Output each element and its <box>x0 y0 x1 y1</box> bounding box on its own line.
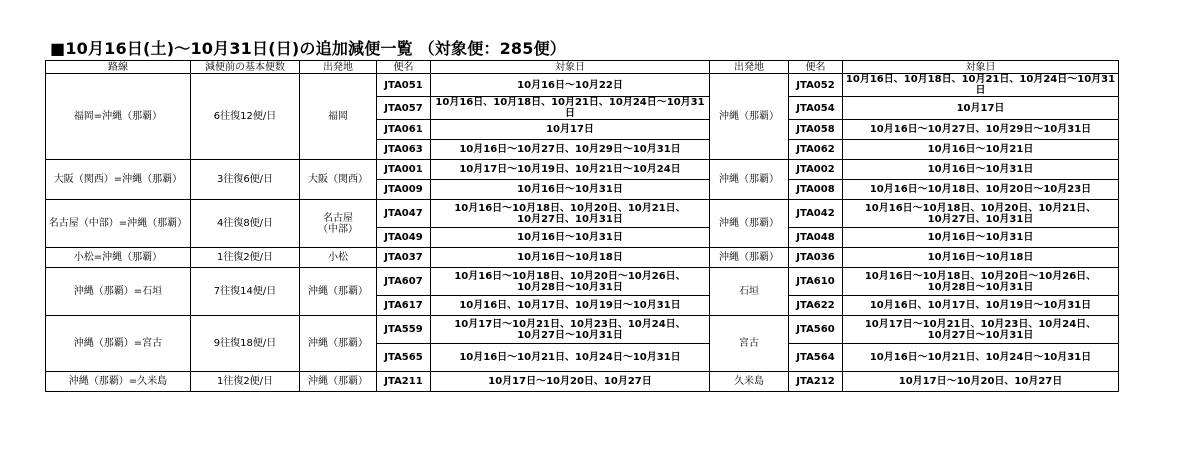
dates-outbound: 10月17日～10月21日、10月23日、10月24日、 10月27日～10月31日 <box>431 316 710 344</box>
flight-number-return: JTA062 <box>789 140 843 160</box>
flight-number-return: JTA054 <box>789 97 843 120</box>
flight-number-outbound: JTA211 <box>377 372 431 392</box>
header-origin-return: 出発地 <box>710 61 789 74</box>
dates-return: 10月16日～10月21日、10月24日～10月31日 <box>843 344 1119 372</box>
base-flights-cell: 1往復2便/日 <box>191 248 300 268</box>
page-title: ■10月16日(土)～10月31日(日)の追加減便一覧 （対象便：285便） <box>50 39 566 58</box>
dates-outbound: 10月16日～10月18日、10月20日～10月26日、 10月28日～10月31日 <box>431 268 710 296</box>
origin-outbound-cell: 沖縄（那覇） <box>300 316 377 372</box>
dates-return: 10月16日、10月18日、10月21日、10月24日～10月31日 <box>843 74 1119 97</box>
dates-outbound: 10月16日～10月21日、10月24日～10月31日 <box>431 344 710 372</box>
dates-return: 10月16日、10月17日、10月19日～10月31日 <box>843 296 1119 316</box>
dates-return: 10月17日～10月21日、10月23日、10月24日、 10月27日～10月31日 <box>843 316 1119 344</box>
header-dates-outbound: 対象日 <box>431 61 710 74</box>
route-cell: 大阪（関西）=沖縄（那覇） <box>46 160 191 200</box>
flight-number-outbound: JTA047 <box>377 200 431 228</box>
dates-return: 10月16日～10月27日、10月29日～10月31日 <box>843 120 1119 140</box>
flight-number-outbound: JTA061 <box>377 120 431 140</box>
base-flights-cell: 3往復6便/日 <box>191 160 300 200</box>
dates-return: 10月16日～10月21日 <box>843 140 1119 160</box>
flight-number-return: JTA036 <box>789 248 843 268</box>
header-route: 路線 <box>46 61 191 74</box>
origin-outbound-cell: 大阪（関西） <box>300 160 377 200</box>
flight-number-return: JTA048 <box>789 228 843 248</box>
flight-number-outbound: JTA051 <box>377 74 431 97</box>
route-cell: 小松=沖縄（那覇） <box>46 248 191 268</box>
dates-outbound: 10月16日～10月31日 <box>431 180 710 200</box>
base-flights-cell: 7往復14便/日 <box>191 268 300 316</box>
flight-number-return: JTA564 <box>789 344 843 372</box>
origin-return-cell: 久米島 <box>710 372 789 392</box>
flight-number-return: JTA560 <box>789 316 843 344</box>
route-cell: 沖縄（那覇）=宮古 <box>46 316 191 372</box>
dates-return: 10月16日～10月18日、10月20日、10月21日、 10月27日、10月31日 <box>843 200 1119 228</box>
dates-return: 10月16日～10月18日、10月20日～10月26日、 10月28日～10月31日 <box>843 268 1119 296</box>
dates-return: 10月17日～10月20日、10月27日 <box>843 372 1119 392</box>
base-flights-cell: 6往復12便/日 <box>191 74 300 160</box>
dates-return: 10月16日～10月18日 <box>843 248 1119 268</box>
flight-number-outbound: JTA565 <box>377 344 431 372</box>
route-cell: 福岡=沖縄（那覇） <box>46 74 191 160</box>
dates-outbound: 10月16日～10月22日 <box>431 74 710 97</box>
table-row <box>46 248 1119 268</box>
origin-outbound-cell: 小松 <box>300 248 377 268</box>
dates-outbound: 10月17日～10月20日、10月27日 <box>431 372 710 392</box>
flight-number-outbound: JTA063 <box>377 140 431 160</box>
origin-outbound-cell: 福岡 <box>300 74 377 160</box>
flight-number-outbound: JTA009 <box>377 180 431 200</box>
dates-outbound: 10月16日、10月17日、10月19日～10月31日 <box>431 296 710 316</box>
table-row <box>46 316 1119 344</box>
header-row <box>46 61 1119 74</box>
origin-return-cell: 沖縄（那覇） <box>710 74 789 160</box>
origin-outbound-cell: 名古屋 （中部） <box>300 200 377 248</box>
dates-outbound: 10月16日、10月18日、10月21日、10月24日～10月31日 <box>431 97 710 120</box>
base-flights-cell: 4往復8便/日 <box>191 200 300 248</box>
dates-return: 10月17日 <box>843 97 1119 120</box>
header-base-flights: 減便前の基本便数 <box>191 61 300 74</box>
header-dates-return: 対象日 <box>843 61 1119 74</box>
origin-outbound-cell: 沖縄（那覇） <box>300 372 377 392</box>
table-body <box>46 74 1119 392</box>
table-row <box>46 160 1119 180</box>
dates-outbound: 10月16日～10月31日 <box>431 228 710 248</box>
flight-number-outbound: JTA559 <box>377 316 431 344</box>
origin-outbound-cell: 沖縄（那覇） <box>300 268 377 316</box>
flight-number-outbound: JTA049 <box>377 228 431 248</box>
header-flight-return: 便名 <box>789 61 843 74</box>
dates-return: 10月16日～10月31日 <box>843 228 1119 248</box>
dates-outbound: 10月17日～10月19日、10月21日～10月24日 <box>431 160 710 180</box>
flight-number-outbound: JTA037 <box>377 248 431 268</box>
table-row <box>46 372 1119 392</box>
origin-return-cell: 沖縄（那覇） <box>710 200 789 248</box>
route-cell: 沖縄（那覇）=久米島 <box>46 372 191 392</box>
dates-outbound: 10月17日 <box>431 120 710 140</box>
table-row <box>46 200 1119 228</box>
route-cell: 名古屋（中部）=沖縄（那覇） <box>46 200 191 248</box>
base-flights-cell: 1往復2便/日 <box>191 372 300 392</box>
dates-outbound: 10月16日～10月27日、10月29日～10月31日 <box>431 140 710 160</box>
table-row <box>46 74 1119 97</box>
origin-return-cell: 石垣 <box>710 268 789 316</box>
flight-number-outbound: JTA001 <box>377 160 431 180</box>
flight-number-return: JTA002 <box>789 160 843 180</box>
flight-number-return: JTA058 <box>789 120 843 140</box>
origin-return-cell: 宮古 <box>710 316 789 372</box>
dates-return: 10月16日～10月18日、10月20日～10月23日 <box>843 180 1119 200</box>
origin-return-cell: 沖縄（那覇） <box>710 248 789 268</box>
flight-number-outbound: JTA617 <box>377 296 431 316</box>
header-origin-outbound: 出発地 <box>300 61 377 74</box>
base-flights-cell: 9往復18便/日 <box>191 316 300 372</box>
flight-number-return: JTA042 <box>789 200 843 228</box>
dates-outbound: 10月16日～10月18日 <box>431 248 710 268</box>
dates-outbound: 10月16日～10月18日、10月20日、10月21日、 10月27日、10月31日 <box>431 200 710 228</box>
origin-return-cell: 沖縄（那覇） <box>710 160 789 200</box>
route-cell: 沖縄（那覇）=石垣 <box>46 268 191 316</box>
flight-number-outbound: JTA607 <box>377 268 431 296</box>
flight-number-return: JTA622 <box>789 296 843 316</box>
flight-number-outbound: JTA057 <box>377 97 431 120</box>
flight-number-return: JTA212 <box>789 372 843 392</box>
flight-reduction-table <box>45 60 1119 392</box>
flight-number-return: JTA610 <box>789 268 843 296</box>
flight-number-return: JTA008 <box>789 180 843 200</box>
header-flight-outbound: 便名 <box>377 61 431 74</box>
dates-return: 10月16日～10月31日 <box>843 160 1119 180</box>
flight-number-return: JTA052 <box>789 74 843 97</box>
table-row <box>46 268 1119 296</box>
